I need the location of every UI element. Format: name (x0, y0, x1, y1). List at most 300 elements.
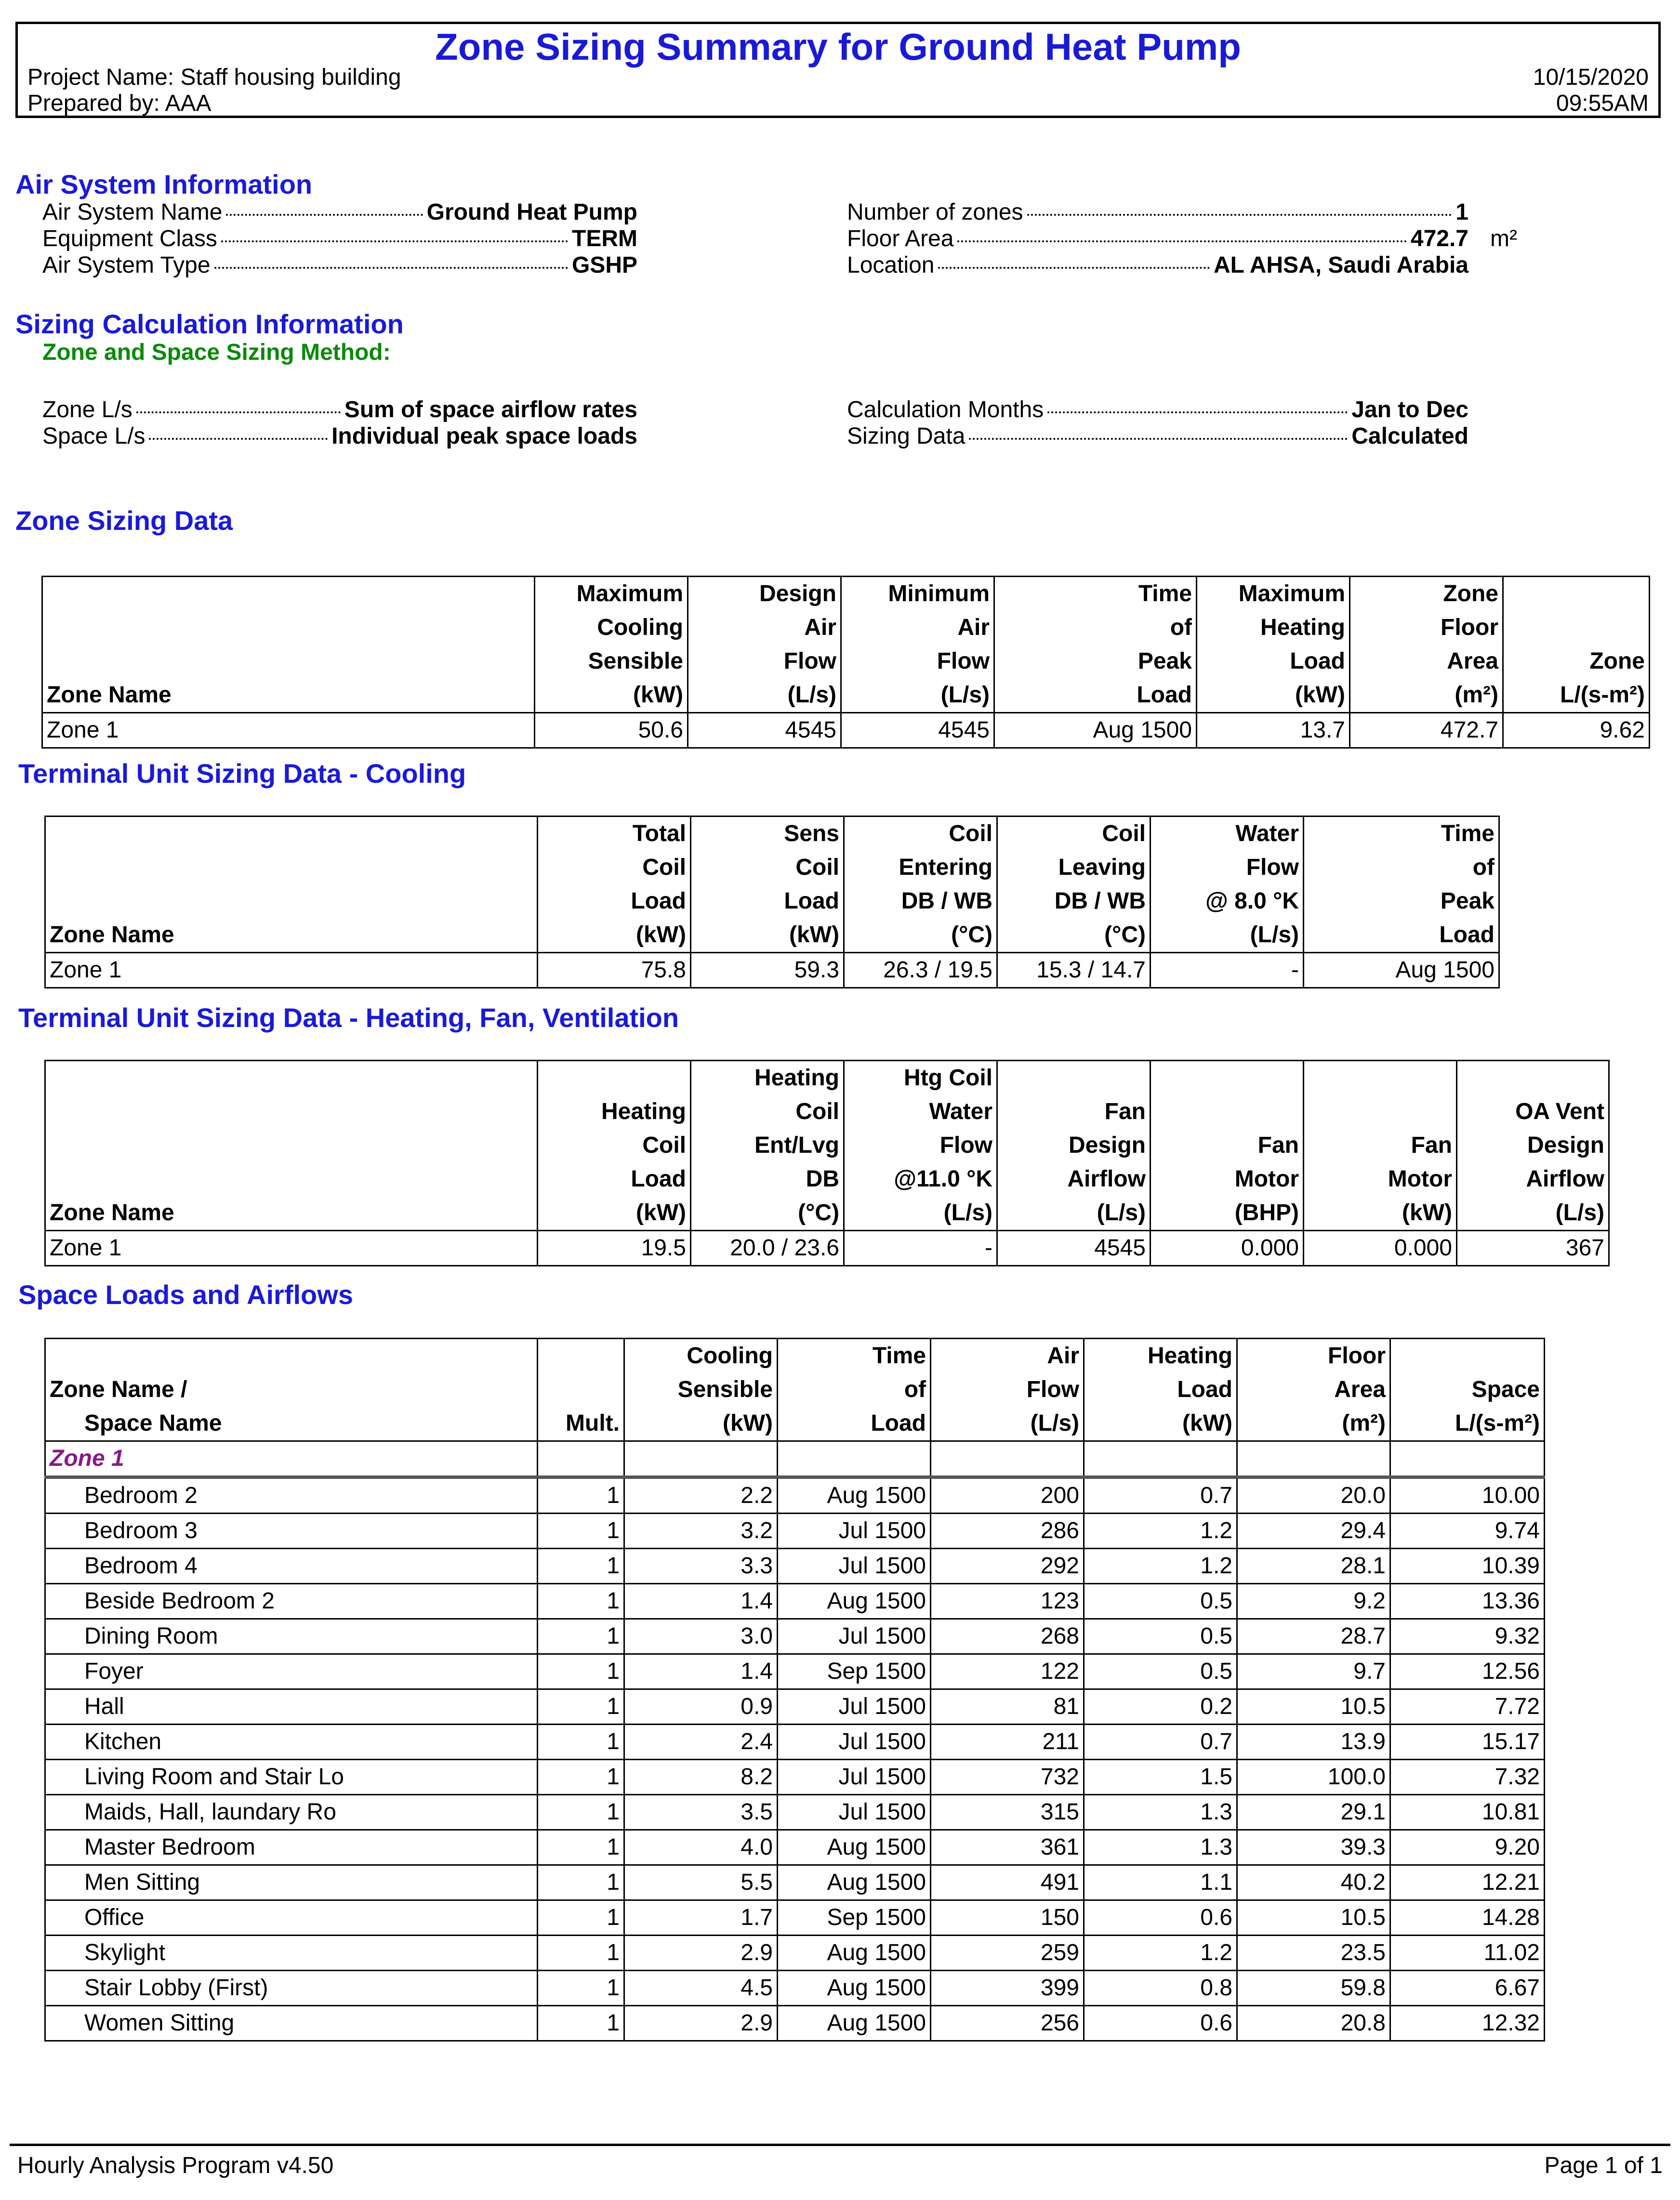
header-cell (42, 611, 535, 645)
header-cell: (kW) (538, 918, 691, 953)
space-ls-value: Individual peak space loads (331, 423, 637, 449)
table-cell: 0.7 (1084, 1725, 1237, 1760)
table-row (45, 1549, 1545, 1584)
table-row (45, 1830, 1545, 1865)
leader-dots (136, 411, 341, 413)
header-cell: Mult. (538, 1407, 624, 1441)
table-cell: 10.5 (1237, 1900, 1390, 1936)
table-cell: 4545 (841, 713, 994, 748)
header-cell: Airflow (1457, 1162, 1609, 1196)
table-cell: 15.17 (1390, 1725, 1545, 1760)
zone-ls-row (42, 396, 637, 423)
floor-area-label: Floor Area (847, 226, 954, 251)
header-cell: Coil (538, 851, 691, 884)
table-cell: Jul 1500 (778, 1760, 931, 1795)
table-cell: Jul 1500 (778, 1689, 931, 1725)
header-cell: Flow (688, 645, 841, 678)
header-cell: Load (538, 1162, 691, 1196)
report-title: Zone Sizing Summary for Ground Heat Pump (435, 26, 1241, 68)
header-cell: (°C) (997, 918, 1151, 953)
prepared-by: Prepared by: AAA (27, 91, 212, 116)
table-cell: 361 (931, 1830, 1084, 1865)
table-row (45, 1760, 1545, 1795)
sizing-data-row (847, 423, 1468, 449)
header-cell: @11.0 °K (844, 1162, 997, 1196)
table-row (42, 713, 1650, 748)
calc-months-row (847, 396, 1468, 423)
table-cell: 2.2 (624, 1477, 778, 1514)
number-of-zones-row (847, 199, 1468, 225)
leader-dots (957, 240, 1406, 242)
table-cell: 1.3 (1084, 1795, 1237, 1830)
header-cell: DB (691, 1162, 844, 1196)
table-cell: 20.8 (1237, 2006, 1390, 2041)
table-cell: 0.5 (1084, 1619, 1237, 1654)
table-cell: 9.74 (1390, 1514, 1545, 1549)
header-cell: Fan (1151, 1129, 1304, 1162)
table-row (45, 1865, 1545, 1900)
table-cell: 12.21 (1390, 1865, 1545, 1900)
table-cell: 1.2 (1084, 1549, 1237, 1584)
zone-name-header: Zone Name / (45, 1373, 538, 1407)
table-row (45, 1654, 1545, 1689)
header-cell: Time (994, 577, 1197, 611)
table-cell: 12.32 (1390, 2006, 1545, 2041)
table-cell: 13.7 (1197, 713, 1350, 748)
table-cell: 1.1 (1084, 1865, 1237, 1900)
table-cell: 2.9 (624, 1936, 778, 1971)
floor-area-unit: m² (1490, 226, 1517, 251)
header-cell: Area (1350, 645, 1503, 678)
header-cell: Load (1084, 1373, 1237, 1407)
header-cell: Peak (1304, 884, 1499, 918)
table-row (45, 1477, 1545, 1514)
table-cell: 11.02 (1390, 1936, 1545, 1971)
header-cell: Coil (844, 817, 997, 851)
table-cell: 3.5 (624, 1795, 778, 1830)
table-cell: 1.4 (624, 1584, 778, 1619)
header-cell: Air (931, 1339, 1084, 1373)
table-cell: 0.2 (1084, 1689, 1237, 1725)
header-cell: Air (688, 611, 841, 645)
table-cell: 367 (1457, 1231, 1609, 1266)
header-cell: (L/s) (844, 1196, 997, 1231)
sizing-method-subheading: Zone and Space Sizing Method: (42, 340, 391, 365)
table-cell: Aug 1500 (778, 1584, 931, 1619)
header-cell: Fan (1304, 1129, 1457, 1162)
header-cell: Design (1457, 1129, 1609, 1162)
header-cell: L/(s-m²) (1390, 1407, 1545, 1441)
table-cell: 1.2 (1084, 1514, 1237, 1549)
header-cell: L/(s-m²) (1503, 678, 1650, 713)
header-cell (1304, 1061, 1457, 1095)
header-cell: Motor (1304, 1162, 1457, 1196)
table-cell: 1 (538, 1689, 624, 1725)
table-cell: 399 (931, 1971, 1084, 2006)
table-cell: 0.9 (624, 1689, 778, 1725)
header-cell: Heating (538, 1095, 691, 1129)
space-name-cell: Dining Room (45, 1619, 538, 1654)
location-row (847, 252, 1468, 278)
table-cell: 1 (538, 1725, 624, 1760)
header-cell: (L/s) (688, 678, 841, 713)
table-cell: 1.7 (624, 1900, 778, 1936)
table-cell: 28.1 (1237, 1549, 1390, 1584)
header-cell: Maximum (535, 577, 688, 611)
table-cell: Aug 1500 (994, 713, 1197, 748)
space-name-cell: Kitchen (45, 1725, 538, 1760)
table-cell: Jul 1500 (778, 1549, 931, 1584)
header-cell: Load (1197, 645, 1350, 678)
table-cell: 29.4 (1237, 1514, 1390, 1549)
header-cell: Floor (1350, 611, 1503, 645)
table-cell: Zone 1 (42, 713, 535, 748)
table-cell (538, 1441, 624, 1477)
header-cell: (°C) (844, 918, 997, 953)
table-cell: 10.00 (1390, 1477, 1545, 1514)
space-ls-row (42, 423, 637, 449)
table-cell: 9.2 (1237, 1584, 1390, 1619)
table-cell: 1 (538, 1514, 624, 1549)
table-row (45, 1689, 1545, 1725)
header-cell: (kW) (1084, 1407, 1237, 1441)
header-cell (45, 1339, 538, 1373)
table-cell: - (844, 1231, 997, 1266)
header-cell: of (994, 611, 1197, 645)
header-cell: Coil (538, 1129, 691, 1162)
header-cell (997, 1061, 1151, 1095)
table-cell: Aug 1500 (778, 1477, 931, 1514)
header-cell (45, 1061, 538, 1095)
header-cell: Design (997, 1129, 1151, 1162)
header-cell: (kW) (535, 678, 688, 713)
table-cell: 286 (931, 1514, 1084, 1549)
header-cell: of (778, 1373, 931, 1407)
header-cell: Airflow (997, 1162, 1151, 1196)
table-cell: 7.72 (1390, 1689, 1545, 1725)
space-name-cell: Bedroom 4 (45, 1549, 538, 1584)
sizing-calc-heading: Sizing Calculation Information (15, 309, 404, 339)
report-date: 10/15/2020 (1533, 65, 1649, 90)
header-cell: (L/s) (1457, 1196, 1609, 1231)
table-cell: Sep 1500 (778, 1900, 931, 1936)
header-cell: Flow (841, 645, 994, 678)
header-cell: Cooling (624, 1339, 778, 1373)
space-name-cell: Hall (45, 1689, 538, 1725)
space-name-cell: Maids, Hall, laundary Ro (45, 1795, 538, 1830)
table-cell: - (1151, 953, 1304, 988)
table-cell (1237, 1441, 1390, 1477)
table-cell: 10.5 (1237, 1689, 1390, 1725)
table-cell: 1 (538, 1865, 624, 1900)
header-cell: (BHP) (1151, 1196, 1304, 1231)
leader-dots (969, 438, 1348, 440)
header-cell (45, 851, 538, 884)
table-cell: 28.7 (1237, 1619, 1390, 1654)
table-cell (1084, 1441, 1237, 1477)
header-cell (1304, 1095, 1457, 1129)
table-cell: 1 (538, 2006, 624, 2041)
header-cell (1503, 611, 1650, 645)
table-cell: 491 (931, 1865, 1084, 1900)
header-cell: Water (1151, 817, 1304, 851)
header-cell: Air (841, 611, 994, 645)
header-cell: Zone (1503, 645, 1650, 678)
header-cell: DB / WB (844, 884, 997, 918)
header-cell: Ent/Lvg (691, 1129, 844, 1162)
header-cell: Sens (691, 817, 844, 851)
header-cell: (L/s) (1151, 918, 1304, 953)
air-system-name-label: Air System Name (42, 199, 223, 225)
zone-ls-label: Zone L/s (42, 397, 132, 422)
air-system-name-value: Ground Heat Pump (426, 199, 637, 225)
header-cell: (L/s) (931, 1407, 1084, 1441)
header-cell: Fan (997, 1095, 1151, 1129)
table-cell: 29.1 (1237, 1795, 1390, 1830)
space-name-cell: Stair Lobby (First) (45, 1971, 538, 2006)
header-cell: (kW) (624, 1407, 778, 1441)
table-cell: 0.8 (1084, 1971, 1237, 2006)
space-name-cell: Master Bedroom (45, 1830, 538, 1865)
space-loads-table (44, 1338, 1545, 2042)
space-name-cell: Foyer (45, 1654, 538, 1689)
header-cell: OA Vent (1457, 1095, 1609, 1129)
table-cell: Sep 1500 (778, 1654, 931, 1689)
terminal-heating-table (44, 1060, 1610, 1266)
table-cell: 2.4 (624, 1725, 778, 1760)
table-row (45, 1619, 1545, 1654)
table-cell: 100.0 (1237, 1760, 1390, 1795)
header-cell: Peak (994, 645, 1197, 678)
header-cell: (m²) (1350, 678, 1503, 713)
table-row (45, 1900, 1545, 1936)
header-cell: (kW) (538, 1196, 691, 1231)
header-cell: Time (1304, 817, 1499, 851)
table-cell: 2.9 (624, 2006, 778, 2041)
table-cell: 9.62 (1503, 713, 1650, 748)
table-cell: Aug 1500 (778, 1936, 931, 1971)
terminal-cooling-table (44, 816, 1500, 988)
leader-dots (1027, 214, 1452, 216)
header-cell: Floor (1237, 1339, 1390, 1373)
table-cell (931, 1441, 1084, 1477)
table-cell: 9.7 (1237, 1654, 1390, 1689)
table-cell (624, 1441, 778, 1477)
header-cell: Motor (1151, 1162, 1304, 1196)
header-cell (45, 1129, 538, 1162)
header-cell: Flow (931, 1373, 1084, 1407)
table-cell: 4545 (688, 713, 841, 748)
header-cell: Coil (691, 1095, 844, 1129)
table-cell: 122 (931, 1654, 1084, 1689)
header-cell: Minimum (841, 577, 994, 611)
zone-name-header: Zone Name (45, 918, 538, 953)
table-row (45, 1231, 1609, 1266)
floor-area-row (847, 225, 1468, 252)
table-cell: 1 (538, 1936, 624, 1971)
sizing-data-value: Calculated (1351, 423, 1468, 449)
report-header (15, 22, 1661, 118)
header-cell: Sensible (624, 1373, 778, 1407)
zone-name-header: Zone Name (42, 678, 535, 713)
calc-months-value: Jan to Dec (1351, 397, 1468, 422)
table-cell: 7.32 (1390, 1760, 1545, 1795)
table-cell: 4545 (997, 1231, 1151, 1266)
terminal-heating-heading: Terminal Unit Sizing Data - Heating, Fan, Ventilation (18, 1002, 679, 1033)
air-system-type-value: GSHP (571, 252, 637, 278)
table-cell: 20.0 / 23.6 (691, 1231, 844, 1266)
table-cell: 40.2 (1237, 1865, 1390, 1900)
table-cell: 10.39 (1390, 1549, 1545, 1584)
header-cell: Flow (1151, 851, 1304, 884)
air-system-heading: Air System Information (15, 169, 313, 199)
zone-group-label: Zone 1 (45, 1441, 538, 1477)
header-cell (42, 577, 535, 611)
table-cell (778, 1441, 931, 1477)
table-cell: 14.28 (1390, 1900, 1545, 1936)
leader-dots (149, 438, 328, 440)
page-number: Page 1 of 1 (1544, 2153, 1663, 2178)
header-cell: (m²) (1237, 1407, 1390, 1441)
table-cell: 1.5 (1084, 1760, 1237, 1795)
table-cell: 39.3 (1237, 1830, 1390, 1865)
table-cell: 292 (931, 1549, 1084, 1584)
zone-sizing-table (41, 576, 1650, 749)
header-cell: Flow (844, 1129, 997, 1162)
table-cell: 6.67 (1390, 1971, 1545, 2006)
equipment-class-value: TERM (572, 226, 637, 251)
zone-group-row (45, 1441, 1545, 1477)
space-name-cell: Office (45, 1900, 538, 1936)
header-cell: Load (691, 884, 844, 918)
equipment-class-label: Equipment Class (42, 226, 217, 251)
header-cell: @ 8.0 °K (1151, 884, 1304, 918)
header-cell: Time (778, 1339, 931, 1373)
table-cell: 0.6 (1084, 2006, 1237, 2041)
space-loads-heading: Space Loads and Airflows (18, 1279, 353, 1310)
header-cell (1503, 577, 1650, 611)
table-row (45, 1936, 1545, 1971)
table-cell: 1 (538, 1584, 624, 1619)
calc-months-label: Calculation Months (847, 397, 1044, 422)
table-cell: 13.36 (1390, 1584, 1545, 1619)
air-system-type-label: Air System Type (42, 252, 211, 278)
table-cell: 50.6 (535, 713, 688, 748)
table-cell: Jul 1500 (778, 1795, 931, 1830)
table-row (45, 953, 1499, 988)
header-cell (1390, 1339, 1545, 1373)
table-cell: Aug 1500 (778, 1971, 931, 2006)
header-cell: Leaving (997, 851, 1151, 884)
header-cell: Cooling (535, 611, 688, 645)
header-cell (1151, 1061, 1304, 1095)
table-row (45, 1795, 1545, 1830)
table-cell: 1 (538, 1549, 624, 1584)
header-cell: Coil (997, 817, 1151, 851)
header-cell (1457, 1061, 1609, 1095)
table-cell: 211 (931, 1725, 1084, 1760)
header-cell: Entering (844, 851, 997, 884)
space-name-cell: Beside Bedroom 2 (45, 1584, 538, 1619)
header-cell: Maximum (1197, 577, 1350, 611)
header-cell: Coil (691, 851, 844, 884)
table-cell: 315 (931, 1795, 1084, 1830)
space-name-cell: Bedroom 2 (45, 1477, 538, 1514)
leader-dots (214, 267, 568, 269)
table-cell: Aug 1500 (1304, 953, 1499, 988)
table-cell: 26.3 / 19.5 (844, 953, 997, 988)
table-cell: 13.9 (1237, 1725, 1390, 1760)
header-cell: Sensible (535, 645, 688, 678)
space-name-cell: Bedroom 3 (45, 1514, 538, 1549)
zone-sizing-heading: Zone Sizing Data (15, 505, 233, 536)
table-cell: 12.56 (1390, 1654, 1545, 1689)
header-cell: (°C) (691, 1196, 844, 1231)
header-cell: Zone (1350, 577, 1503, 611)
table-cell: 1 (538, 1971, 624, 2006)
header-cell (42, 645, 535, 678)
table-cell: 0.6 (1084, 1900, 1237, 1936)
table-cell: Zone 1 (45, 1231, 538, 1266)
table-cell: Aug 1500 (778, 1865, 931, 1900)
space-name-cell: Skylight (45, 1936, 538, 1971)
footer-divider (10, 2144, 1670, 2146)
table-cell: 1 (538, 1654, 624, 1689)
table-cell: Jul 1500 (778, 1514, 931, 1549)
header-cell: (L/s) (997, 1196, 1151, 1231)
header-cell: Heating (1084, 1339, 1237, 1373)
table-cell: 150 (931, 1900, 1084, 1936)
header-cell: Water (844, 1095, 997, 1129)
table-cell: 1.3 (1084, 1830, 1237, 1865)
location-value: AL AHSA, Saudi Arabia (1214, 252, 1468, 278)
table-cell: Aug 1500 (778, 2006, 931, 2041)
table-cell: 9.32 (1390, 1619, 1545, 1654)
header-cell (45, 817, 538, 851)
table-cell: 0.5 (1084, 1654, 1237, 1689)
program-version: Hourly Analysis Program v4.50 (17, 2153, 334, 2178)
table-cell: 10.81 (1390, 1795, 1545, 1830)
header-cell: Design (688, 577, 841, 611)
header-cell: (kW) (691, 918, 844, 953)
header-cell: DB / WB (997, 884, 1151, 918)
leader-dots (221, 240, 568, 242)
table-cell: 259 (931, 1936, 1084, 1971)
table-row (45, 1971, 1545, 2006)
sizing-data-label: Sizing Data (847, 423, 966, 449)
table-cell: 1 (538, 1900, 624, 1936)
header-cell: Area (1237, 1373, 1390, 1407)
leader-dots (1047, 411, 1348, 413)
header-cell: Space (1390, 1373, 1545, 1407)
table-row (45, 1584, 1545, 1619)
table-cell: 59.3 (691, 953, 844, 988)
header-cell (538, 1373, 624, 1407)
table-cell: 1 (538, 1760, 624, 1795)
space-name-cell: Women Sitting (45, 2006, 538, 2041)
table-cell: 0.7 (1084, 1477, 1237, 1514)
header-cell: Heating (691, 1061, 844, 1095)
table-cell: 1.2 (1084, 1936, 1237, 1971)
table-cell: 200 (931, 1477, 1084, 1514)
table-cell: 0.5 (1084, 1584, 1237, 1619)
table-cell: Jul 1500 (778, 1725, 931, 1760)
space-name-cell: Living Room and Stair Lo (45, 1760, 538, 1795)
table-cell: 81 (931, 1689, 1084, 1725)
header-cell: Load (1304, 918, 1499, 953)
table-cell: 8.2 (624, 1760, 778, 1795)
table-row (45, 2006, 1545, 2041)
